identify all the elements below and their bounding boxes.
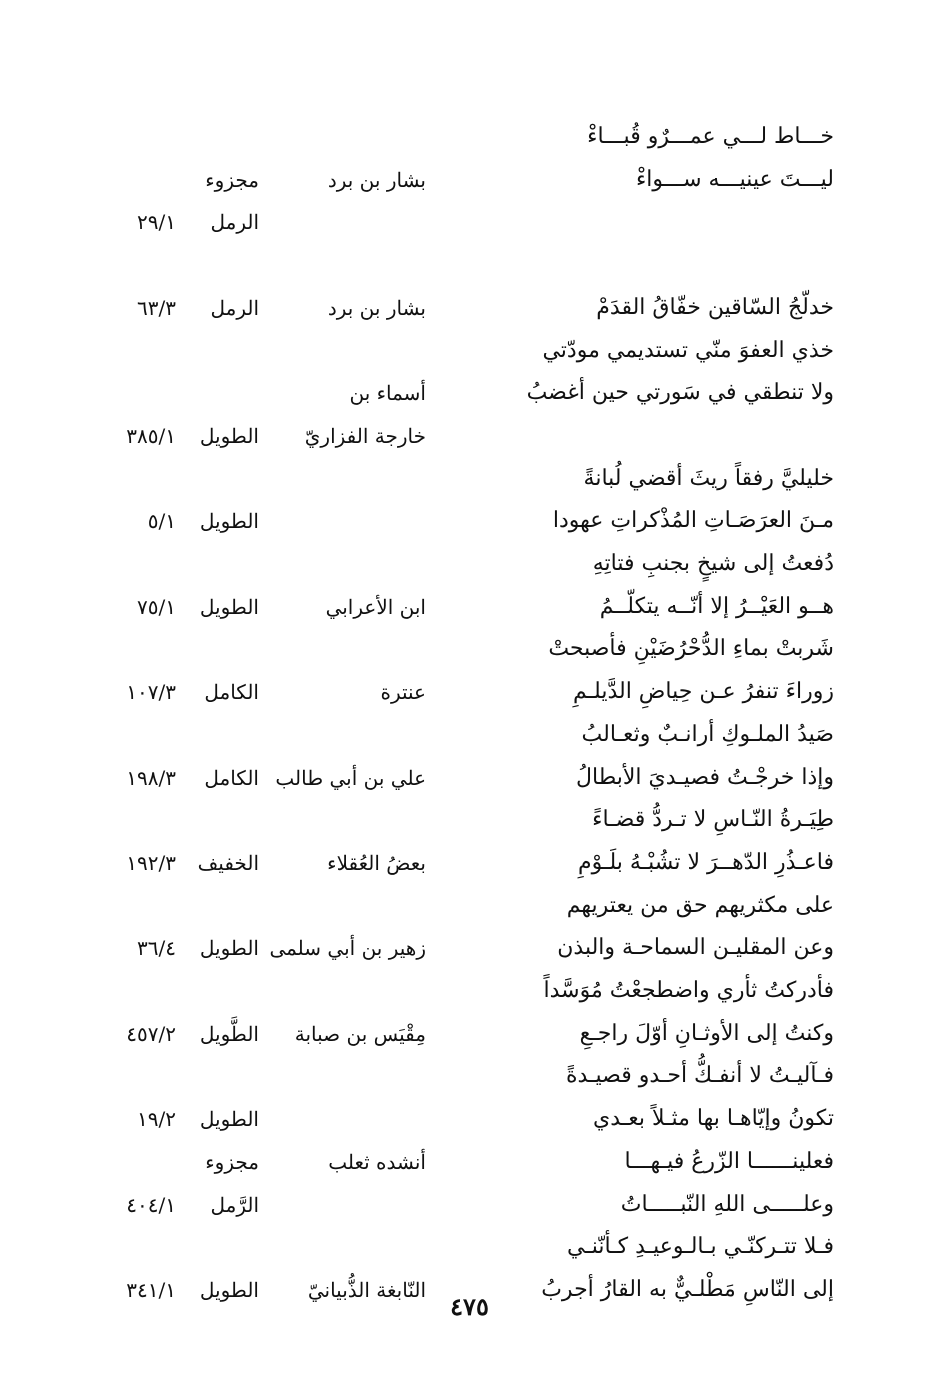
verse-text: شَربتْ بماءِ الدُّحْرُضَيْنِ فأصبحتْ <box>548 636 834 662</box>
volume-page-reference: ٣٨٥/١ <box>126 423 176 448</box>
index-entry-row <box>104 1012 834 1056</box>
poet-name: عنترة <box>380 680 426 705</box>
index-entry-row <box>104 243 834 287</box>
verse-text: خدلّجُ السّاقين خفّاقُ القدَمْ <box>596 294 834 320</box>
verse-text: خذي العفوَ منّي تستديمي مودّتي <box>542 337 834 363</box>
meter-name: الكامل <box>204 680 259 705</box>
meter-name: الرمل <box>210 210 259 235</box>
meter-name: الطويل <box>199 423 259 448</box>
index-entry-row <box>104 286 834 330</box>
poet-name: علي بن أبي طالب <box>275 765 426 790</box>
index-entry-row <box>104 1183 834 1227</box>
volume-page-reference: ٥/١ <box>147 509 176 534</box>
index-entry-row <box>104 585 834 629</box>
verse-text: وعلـــــى اللهِ النّبـــــاتُ <box>620 1191 834 1217</box>
verse-text: هــو العَيْــرُ إلا أنّــه يتكلّــمُ <box>599 593 834 619</box>
verse-text: وعن المقليـن السماحـة والبذن <box>557 935 834 961</box>
volume-page-reference: ٦٣/٣ <box>137 295 176 320</box>
volume-page-reference: ١٩٢/٣ <box>126 850 176 875</box>
meter-name: الرَّمل <box>210 1192 259 1217</box>
volume-page-reference: ١٠٧/٣ <box>126 680 176 705</box>
poet-name: أسماء بن <box>349 381 426 406</box>
verse-text: وإذا خرجْـتُ فصيـديَ الأبطالُ <box>576 764 834 790</box>
index-entry-row <box>104 884 834 928</box>
meter-name: الخفيف <box>197 850 259 875</box>
verse-text: إلى النّاسِ مَطْلـيٌّ به القارُ أجربُ <box>541 1276 834 1302</box>
meter-name: الطويل <box>199 594 259 619</box>
index-entry-row <box>104 969 834 1013</box>
index-entry-row <box>104 798 834 842</box>
verse-text: دُفعتُ إلى شيخٍ بجنبِ فتاتِهِ <box>592 551 834 576</box>
volume-page-reference: ٤٠٤/١ <box>126 1192 176 1217</box>
meter-name: الرمل <box>210 295 259 320</box>
volume-page-reference: ٧٥/١ <box>137 594 176 619</box>
index-entry-row <box>104 713 834 757</box>
index-entry-row <box>104 670 834 714</box>
verse-text: على مكثريهم حق من يعتريهم <box>566 892 834 918</box>
volume-page-reference: ٣٦/٤ <box>137 936 176 961</box>
meter-name: مجزوء <box>205 167 259 192</box>
index-entry-row <box>104 756 834 800</box>
verse-text: فـآليـتُ لا أنفـكُّ أحـدو قصيـدةً <box>565 1063 834 1089</box>
volume-page-reference: ٤٥٧/٢ <box>126 1021 176 1046</box>
verse-text: وكنتُ إلى الأوثـانِ أوّلَ راجـعِ <box>579 1020 834 1046</box>
verse-text: فأدركتُ ثأري واضطجعْتُ مُوَسَّداً <box>543 978 834 1003</box>
index-entry-row <box>104 457 834 501</box>
index-entry-row <box>104 1097 834 1141</box>
verse-text: خليليَّ رفقاً ريثَ أقضي لُبانةً <box>583 465 834 491</box>
index-entry-row <box>104 329 834 373</box>
index-entry-row <box>104 499 834 543</box>
poet-name: بعضُ العُقلاء <box>327 850 426 875</box>
index-entry-row <box>104 115 834 159</box>
verse-text: فاعـذُرِ الدّهــرَ لا تشُبْـهُ بلَـوْمِ <box>578 849 834 875</box>
index-entry-row <box>104 1225 834 1269</box>
index-entry-row <box>104 158 834 202</box>
poet-name: أنشده ثعلب <box>328 1149 426 1174</box>
verse-text: ليـــتَ عينيـــه ســـواءْ <box>635 166 834 192</box>
volume-page-reference: ١٩٨/٣ <box>126 765 176 790</box>
meter-name: الطويل <box>199 509 259 534</box>
poet-name: بشار بن برد <box>327 295 426 320</box>
index-entry-row <box>104 371 834 415</box>
index-entry-row <box>104 542 834 586</box>
volume-page-reference: ١٩/٢ <box>137 1107 176 1132</box>
index-entry-row <box>104 841 834 885</box>
index-entry-row <box>104 1054 834 1098</box>
meter-name: الطَّويل <box>199 1021 259 1046</box>
verse-text: تكونُ وإيّاهـا بها مثـلاً بعـدي <box>593 1106 834 1132</box>
index-entry-row <box>104 926 834 970</box>
verse-text: فـلا تتـركنّـي بـالـوعيـدِ كـأنّنـي <box>566 1234 834 1260</box>
index-entry-row <box>104 1140 834 1184</box>
meter-name: مجزوء <box>205 1149 259 1174</box>
index-entry-row <box>104 627 834 671</box>
meter-name: الطويل <box>199 1107 259 1132</box>
verse-text: طِيَـرةُ النّـاسِ لا تـردُّ قضـاءً <box>592 807 834 833</box>
volume-page-reference: ٢٩/١ <box>137 210 176 235</box>
index-entry-row <box>104 200 834 244</box>
poet-name: خارجة الفزاريّ <box>304 423 426 448</box>
poet-name: مِقْيَس بن صبابة <box>294 1021 426 1046</box>
poet-name: زهير بن أبي سلمى <box>269 936 426 961</box>
poet-name: ابن الأعرابي <box>325 594 426 619</box>
meter-name: الطويل <box>199 936 259 961</box>
poet-name: بشار بن برد <box>327 167 426 192</box>
verse-text: زوراءَ تنفرُ عـن حِياضِ الدَّيلـمِ <box>572 679 834 705</box>
meter-name: الكامل <box>204 765 259 790</box>
verse-text: ولا تنطقي في سَورتي حين أغضبُ <box>526 380 834 406</box>
index-entry-row <box>104 414 834 458</box>
page-number: ٤٧٥ <box>450 1292 489 1321</box>
verse-text: خـــاط لـــي عمـــرٌو قُبـــاءْ <box>587 124 834 149</box>
verse-text: فعلينــــــا الزّرعُ فيـهـــا <box>624 1148 834 1174</box>
poet-name: النّابغة الذُّبيانيّ <box>307 1277 426 1302</box>
verse-text: صَيدُ الملـوكِ أرانـبٌ وثعـالبُ <box>581 721 834 747</box>
meter-name: الطويل <box>199 1277 259 1302</box>
verse-text: مـنَ العرَصَـاتِ المُذْكراتِ عهودا <box>552 508 834 534</box>
volume-page-reference: ٣٤١/١ <box>126 1277 176 1302</box>
